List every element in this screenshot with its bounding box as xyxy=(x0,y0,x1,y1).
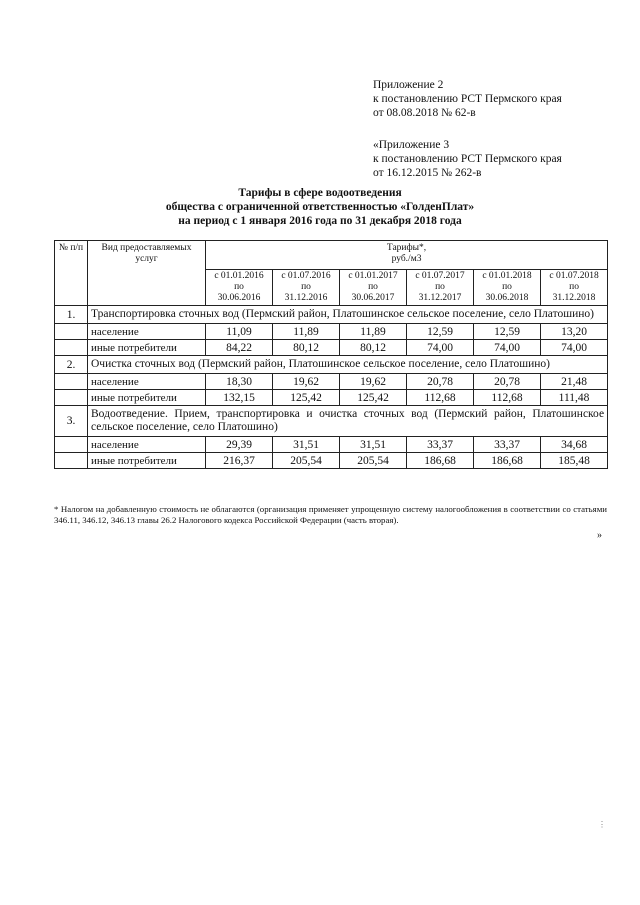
tariff-value: 205,54 xyxy=(273,453,340,469)
header-tariffs xyxy=(206,241,608,270)
tariff-value: 19,62 xyxy=(340,374,407,390)
tariff-value: 186,68 xyxy=(407,453,474,469)
section-number: 3. xyxy=(55,406,88,437)
period-po: по xyxy=(502,282,512,292)
tariff-value: 111,48 xyxy=(541,390,608,406)
tariff-value: 33,37 xyxy=(407,437,474,453)
title-line: Тарифы в сфере водоотведения xyxy=(238,187,402,199)
period-header xyxy=(407,270,474,306)
consumer-category: иные потребители xyxy=(88,390,206,406)
appendix-2-line: к постановлению РСТ Пермского края xyxy=(373,93,562,105)
tariff-value: 33,37 xyxy=(474,437,541,453)
tariff-value: 31,51 xyxy=(273,437,340,453)
table-row xyxy=(55,374,608,390)
tariff-value: 12,59 xyxy=(407,324,474,340)
period-to: 31.12.2018 xyxy=(552,293,596,303)
title-line: общества с ограниченной ответственностью «ГолденПлат» xyxy=(165,201,475,213)
tariff-value: 125,42 xyxy=(340,390,407,406)
appendix-3-line: к постановлению РСТ Пермского края xyxy=(373,153,562,165)
tariff-value: 112,68 xyxy=(407,390,474,406)
tariff-value: 80,12 xyxy=(340,340,407,356)
empty-num-cell xyxy=(55,324,88,340)
tariff-value: 19,62 xyxy=(273,374,340,390)
title-line: на период с 1 января 2016 года по 31 декабря 2018 года xyxy=(178,215,462,227)
period-from: с 01.01.2017 xyxy=(348,271,398,281)
appendix-3-header xyxy=(373,138,562,180)
section-number: 1. xyxy=(55,306,88,324)
section-title: Транспортировка сточных вод (Пермский район, Платошинское сельское поселение, село Платошино) xyxy=(88,306,608,324)
section-title: Очистка сточных вод (Пермский район, Платошинское сельское поселение, село Платошино) xyxy=(88,356,608,374)
tariff-value: 186,68 xyxy=(474,453,541,469)
tariff-value: 13,20 xyxy=(541,324,608,340)
tariff-value: 185,48 xyxy=(541,453,608,469)
tariff-value: 12,59 xyxy=(474,324,541,340)
appendix-3-line: «Приложение 3 xyxy=(373,139,450,151)
period-to: 31.12.2016 xyxy=(284,293,328,303)
period-to: 31.12.2017 xyxy=(418,293,462,303)
consumer-category: население xyxy=(88,437,206,453)
appendix-3-line: от 16.12.2015 № 262-в xyxy=(373,167,482,179)
consumer-category: иные потребители xyxy=(88,453,206,469)
table-row xyxy=(55,340,608,356)
tariff-value: 74,00 xyxy=(407,340,474,356)
period-to: 30.06.2016 xyxy=(217,293,261,303)
tariff-value: 132,15 xyxy=(206,390,273,406)
period-po: по xyxy=(234,282,244,292)
tariff-value: 11,09 xyxy=(206,324,273,340)
tariff-value: 29,39 xyxy=(206,437,273,453)
tariff-value: 112,68 xyxy=(474,390,541,406)
table-row xyxy=(55,390,608,406)
period-from: с 01.07.2016 xyxy=(281,271,331,281)
period-po: по xyxy=(569,282,579,292)
tariff-value: 216,37 xyxy=(206,453,273,469)
footnote: * Налогом на добавленную стоимость не облагаются (организация применяет упрощенную систему налогообложения в соответствии со статьями 346.11, 346.12, 346.13 главы 26.2 Налогового кодекса Российской Федерации (часть вторая). xyxy=(54,504,607,525)
period-header xyxy=(273,270,340,306)
period-po: по xyxy=(435,282,445,292)
section-row xyxy=(55,406,608,437)
table-row xyxy=(55,437,608,453)
consumer-category: население xyxy=(88,374,206,390)
tariff-value: 31,51 xyxy=(340,437,407,453)
period-from: с 01.07.2018 xyxy=(549,271,599,281)
period-to: 30.06.2018 xyxy=(485,293,529,303)
tariff-value: 20,78 xyxy=(407,374,474,390)
tariff-value: 84,22 xyxy=(206,340,273,356)
period-header xyxy=(340,270,407,306)
header-tariffs-label: Тарифы*, xyxy=(386,243,427,253)
tariff-value: 18,30 xyxy=(206,374,273,390)
tariff-value: 20,78 xyxy=(474,374,541,390)
table-row xyxy=(55,324,608,340)
period-from: с 01.07.2017 xyxy=(415,271,465,281)
tariff-value: 21,48 xyxy=(541,374,608,390)
header-tariffs-unit: руб./м3 xyxy=(391,254,422,264)
tariff-value: 11,89 xyxy=(340,324,407,340)
tariff-value: 205,54 xyxy=(340,453,407,469)
section-number: 2. xyxy=(55,356,88,374)
empty-num-cell xyxy=(55,340,88,356)
empty-num-cell xyxy=(55,390,88,406)
closing-quote: » xyxy=(597,530,602,541)
period-from: с 01.01.2016 xyxy=(214,271,264,281)
appendix-2-line: Приложение 2 xyxy=(373,79,444,91)
tariff-value: 80,12 xyxy=(273,340,340,356)
document-title xyxy=(100,186,540,228)
period-to: 30.06.2017 xyxy=(351,293,395,303)
period-header xyxy=(474,270,541,306)
table-row xyxy=(55,453,608,469)
empty-num-cell xyxy=(55,374,88,390)
header-num: № п/п xyxy=(55,241,88,306)
period-po: по xyxy=(368,282,378,292)
tariff-value: 74,00 xyxy=(474,340,541,356)
tariff-value: 74,00 xyxy=(541,340,608,356)
appendix-2-header xyxy=(373,78,562,120)
empty-num-cell xyxy=(55,437,88,453)
period-header xyxy=(206,270,273,306)
consumer-category: население xyxy=(88,324,206,340)
tariff-value: 125,42 xyxy=(273,390,340,406)
tariff-value: 11,89 xyxy=(273,324,340,340)
consumer-category: иные потребители xyxy=(88,340,206,356)
tariffs-table xyxy=(54,240,608,469)
period-po: по xyxy=(301,282,311,292)
margin-mark: ⋮ xyxy=(598,820,606,829)
empty-num-cell xyxy=(55,453,88,469)
section-row xyxy=(55,356,608,374)
tariff-value: 34,68 xyxy=(541,437,608,453)
header-service: Вид предоставляемых услуг xyxy=(88,241,206,306)
section-title: Водоотведение. Прием, транспортировка и очистка сточных вод (Пермский район, Платошинское сельское поселение, село Платошино) xyxy=(88,406,608,437)
period-header xyxy=(541,270,608,306)
section-row xyxy=(55,306,608,324)
period-from: с 01.01.2018 xyxy=(482,271,532,281)
appendix-2-line: от 08.08.2018 № 62-в xyxy=(373,107,476,119)
